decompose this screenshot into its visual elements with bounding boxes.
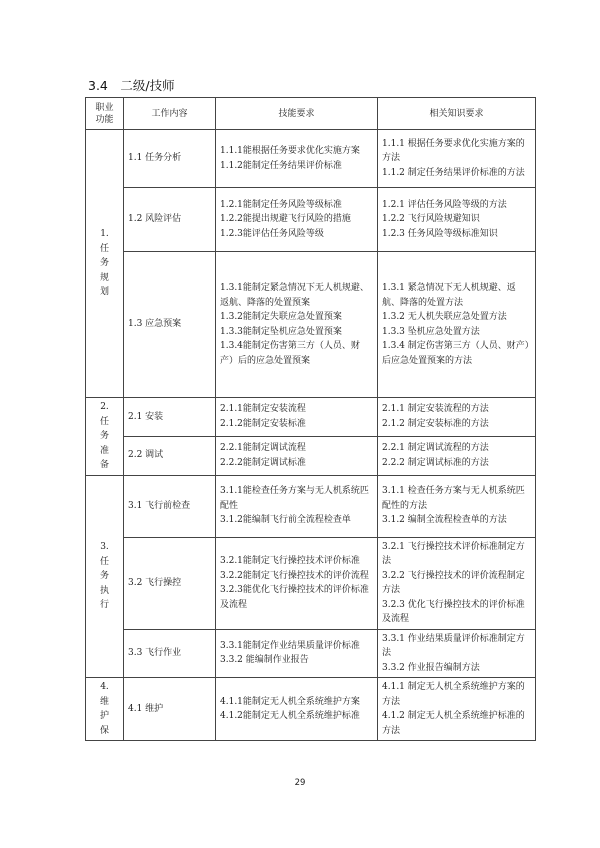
skill-item: 2.2.2能制定调试标准 <box>220 457 306 468</box>
knowledge-item: 1.1.1 根据任务要求优化实施方案的方法 <box>382 138 525 164</box>
function-char: 务 <box>99 571 109 581</box>
skill-item: 3.2.1能制定飞行操控技术评价标准 <box>220 556 360 566</box>
skill-cell <box>216 188 378 252</box>
function-char: 任 <box>99 556 109 567</box>
function-cell <box>86 678 124 741</box>
table-row <box>86 130 536 188</box>
header-function <box>86 98 124 130</box>
work-content-cell: 1.3 应急预案 <box>124 252 216 398</box>
header-work: 工作内容 <box>124 98 216 130</box>
function-char: 4. <box>100 682 109 692</box>
function-char: 任 <box>99 243 109 254</box>
knowledge-item: 3.2.1 飞行操控技术评价标准制定方法 <box>382 541 525 566</box>
section-title: 3.4 二级/技师 <box>88 78 175 93</box>
skill-cell <box>216 252 378 398</box>
work-content-cell: 2.1 安装 <box>124 398 216 437</box>
skill-cell <box>216 537 378 629</box>
skill-item: 2.1.1能制定安装流程 <box>220 404 306 415</box>
knowledge-item: 3.1.2 编制全流程检查单的方法 <box>382 515 507 526</box>
knowledge-item: 3.1.1 检查任务方案与无人机系统匹配性的方法 <box>382 486 525 511</box>
skill-cell <box>216 475 378 537</box>
knowledge-cell <box>378 678 536 741</box>
knowledge-item: 1.3.4 制定伤害第三方（人员、财产）后应急处置预案的方法 <box>382 341 530 366</box>
function-char: 务 <box>99 431 109 441</box>
skill-item: 1.1.1能根据任务要求优化实施方案 <box>220 146 360 156</box>
function-char: 3. <box>100 542 109 552</box>
skill-item: 1.3.2能制定失联应急处置预案 <box>220 312 342 322</box>
knowledge-cell <box>378 475 536 537</box>
knowledge-item: 1.2.2 飞行风险规避知识 <box>382 214 480 225</box>
function-char: 护 <box>99 711 109 721</box>
knowledge-item: 1.3.2 无人机失联应急处置方法 <box>382 312 507 322</box>
function-char: 务 <box>99 258 109 269</box>
skill-cell <box>216 130 378 188</box>
function-cell <box>86 130 124 398</box>
knowledge-cell <box>378 130 536 188</box>
knowledge-item: 3.3.1 作业结果质量评价标准制定方法 <box>382 633 525 658</box>
skill-item: 2.2.1能制定调试流程 <box>220 443 306 454</box>
skill-item: 1.3.4能制定伤害第三方（人员、财产）后的应急处置预案 <box>220 341 360 366</box>
knowledge-item: 1.3.1 紧急情况下无人机规避、返航、降落的处置方法 <box>382 283 516 308</box>
skill-item: 1.2.2能提出规避飞行风险的措施 <box>220 214 351 225</box>
table-row <box>86 252 536 398</box>
table-row <box>86 678 536 741</box>
page-number: 29 <box>294 778 306 788</box>
skill-item: 3.1.2能编制飞行前全流程检查单 <box>220 515 351 526</box>
function-char: 备 <box>99 460 109 470</box>
knowledge-cell <box>378 252 536 398</box>
header-function-line: 功能 <box>95 114 114 125</box>
skill-item: 4.1.2能制定无人机全系统维护标准 <box>220 711 360 721</box>
function-char: 2. <box>100 402 109 412</box>
table-row <box>86 537 536 629</box>
work-content-cell: 3.3 飞行作业 <box>124 629 216 678</box>
skill-item: 1.2.3能评估任务风险等级 <box>220 228 324 239</box>
header-skill: 技能要求 <box>216 98 378 130</box>
knowledge-cell <box>378 188 536 252</box>
function-char: 维 <box>99 696 109 707</box>
knowledge-item: 2.2.1 制定调试流程的方法 <box>382 443 489 454</box>
function-cell <box>86 398 124 476</box>
knowledge-item: 2.1.2 制定安装标准的方法 <box>382 418 489 429</box>
skill-item: 3.1.1能检查任务方案与无人机系统匹配性 <box>220 486 369 511</box>
table-row <box>86 188 536 252</box>
function-char: 1. <box>100 229 109 240</box>
skill-item: 3.3.1能制定作业结果质量评价标准 <box>220 640 360 651</box>
knowledge-item: 2.2.2 制定调试标准的方法 <box>382 457 489 468</box>
function-char: 保 <box>99 725 109 736</box>
function-char: 执 <box>99 585 109 596</box>
knowledge-item: 3.2.3 优化飞行操控技术的评价标准及流程 <box>382 599 525 624</box>
function-char: 行 <box>99 600 109 610</box>
knowledge-cell <box>378 436 536 475</box>
function-char: 规 <box>99 272 109 283</box>
skill-cell <box>216 436 378 475</box>
knowledge-item: 1.2.3 任务风险等级标准知识 <box>382 228 498 239</box>
table-header-row <box>86 98 536 130</box>
work-content-cell: 4.1 维护 <box>124 678 216 741</box>
skill-item: 1.3.1能制定紧急情况下无人机规避、返航、降落的处置预案 <box>220 283 369 308</box>
skill-item: 2.1.2能制定安装标准 <box>220 418 306 429</box>
knowledge-item: 3.3.2 作业报告编制方法 <box>382 662 480 673</box>
knowledge-item: 1.3.3 坠机应急处置方法 <box>382 326 480 337</box>
function-char: 划 <box>99 287 109 298</box>
knowledge-item: 4.1.2 制定无人机全系统维护标准的方法 <box>382 711 525 736</box>
table-row <box>86 436 536 475</box>
knowledge-cell <box>378 537 536 629</box>
knowledge-item: 4.1.1 制定无人机全系统维护方案的方法 <box>382 682 525 707</box>
work-content-cell: 3.2 飞行操控 <box>124 537 216 629</box>
skill-item: 3.2.3能优化飞行操控技术的评价标准及流程 <box>220 585 369 610</box>
skill-item: 4.1.1能制定无人机全系统维护方案 <box>220 696 360 707</box>
skills-table <box>85 97 536 741</box>
skill-item: 1.3.3能制定坠机应急处置预案 <box>220 326 342 337</box>
skill-cell <box>216 398 378 437</box>
table-row <box>86 398 536 437</box>
function-char: 任 <box>99 416 109 427</box>
work-content-cell: 1.1 任务分析 <box>124 130 216 188</box>
knowledge-item: 1.2.1 评估任务风险等级的方法 <box>382 199 507 210</box>
skill-cell <box>216 678 378 741</box>
skill-cell <box>216 629 378 678</box>
table-row <box>86 629 536 678</box>
skill-item: 3.3.2 能编制作业报告 <box>220 655 309 666</box>
knowledge-item: 3.2.2 飞行操控技术的评价流程制定方法 <box>382 570 525 595</box>
header-function-line: 职业 <box>95 102 114 113</box>
work-content-cell: 3.1 飞行前检查 <box>124 475 216 537</box>
skill-item: 3.2.2能制定飞行操控技术的评价流程 <box>220 570 369 581</box>
knowledge-cell <box>378 629 536 678</box>
function-char: 准 <box>99 445 109 456</box>
function-cell <box>86 475 124 678</box>
skill-item: 1.1.2能制定任务结果评价标准 <box>220 160 342 171</box>
header-knowledge: 相关知识要求 <box>378 98 536 130</box>
table-body <box>86 130 536 741</box>
table-row <box>86 475 536 537</box>
work-content-cell: 2.2 调试 <box>124 436 216 475</box>
work-content-cell: 1.2 风险评估 <box>124 188 216 252</box>
knowledge-item: 1.1.2 制定任务结果评价标准的方法 <box>382 167 525 178</box>
knowledge-cell <box>378 398 536 437</box>
skill-item: 1.2.1能制定任务风险等级标准 <box>220 199 342 210</box>
knowledge-item: 2.1.1 制定安装流程的方法 <box>382 404 489 415</box>
